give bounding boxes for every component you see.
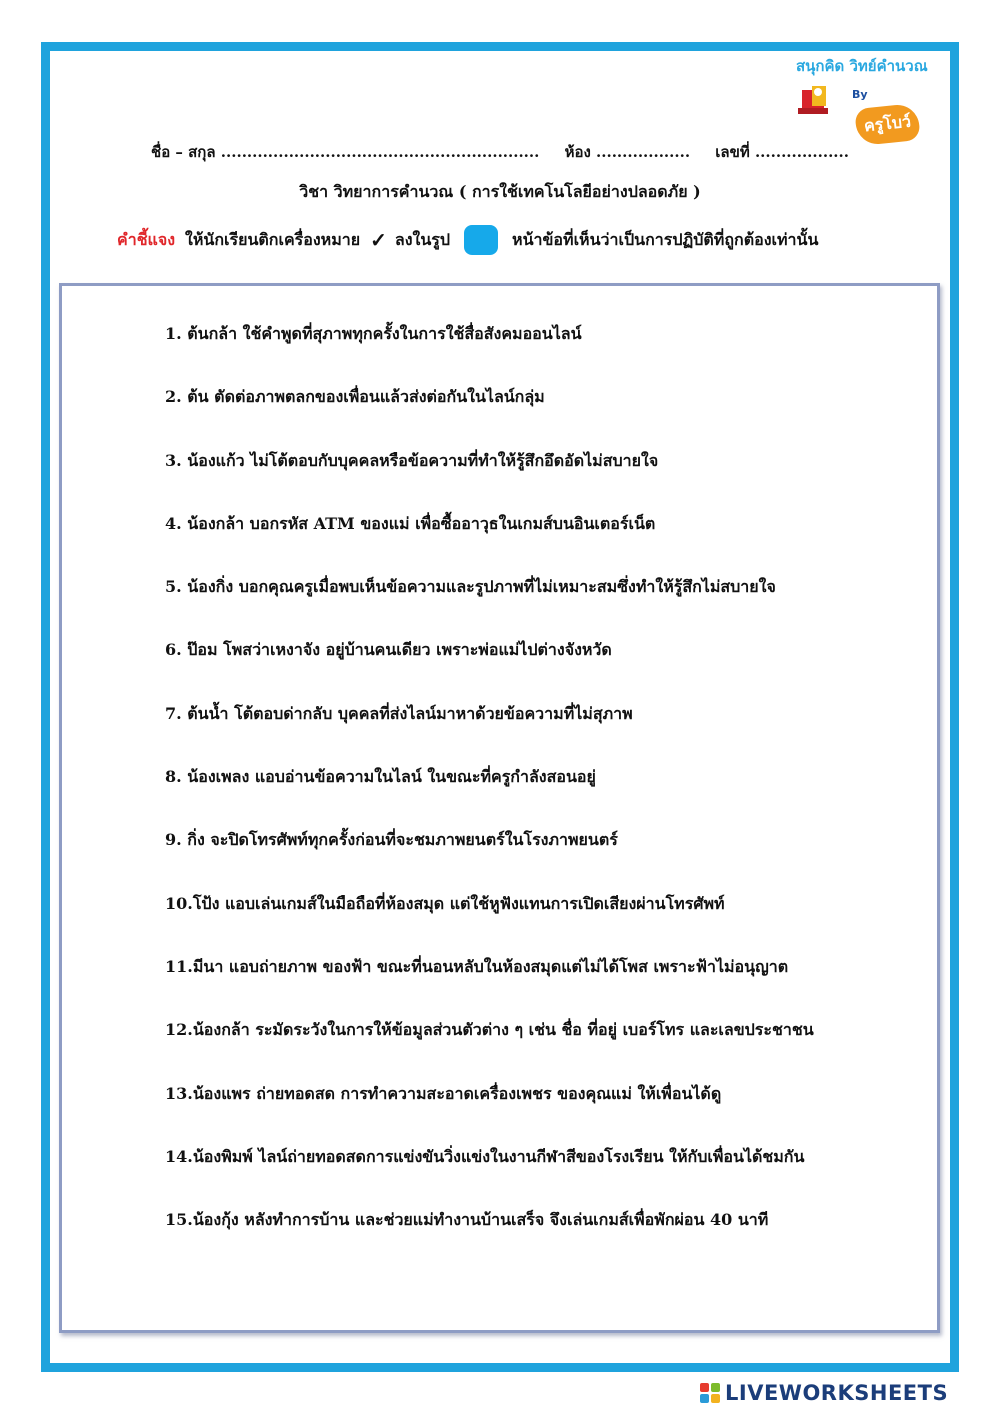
name-field-label[interactable]: ชื่อ – สกุล ............................................................. [151, 143, 540, 161]
room-field-label[interactable]: ห้อง .................. [564, 143, 691, 161]
instruction-label: คำชี้แจง [117, 229, 176, 249]
question-item: 5. น้องกิ่ง บอกคุณครูเมื่อพบเห็นข้อความและรูปภาพที่ไม่เหมาะสมซึ่งทำให้รู้สึกไม่สบายใจ [165, 577, 776, 597]
logo-teacher-text: ครูโบว์ [854, 103, 921, 146]
question-item: 7. ต้นน้ำ โต้ตอบด่ากลับ บุคคลที่ส่งไลน์มาหาด้วยข้อความที่ไม่สุภาพ [165, 703, 633, 723]
question-item: 1. ต้นกล้า ใช้คำพูดที่สุภาพทุกครั้งในการใช้สื่อสังคมออนไลน์ [165, 324, 582, 343]
subject-title: วิชา วิทยาการคำนวณ ( การใช้เทคโนโลยีอย่างปลอดภัย ) [299, 182, 701, 201]
question-item: 2. ต้น ตัดต่อภาพตลกของเพื่อนแล้วส่งต่อกันในไลน์กลุ่ม [165, 387, 545, 407]
student-info-line [0, 140, 1000, 164]
question-item: 13.น้องแพร ถ่ายทอดสด การทำความสะอาดเครื่องเพชร ของคุณแม่ ให้เพื่อนได้ดู [165, 1083, 722, 1103]
instruction-text-middle: ลงในรูป [394, 229, 451, 249]
question-item: 6. ป๊อม โพสว่าเหงาจัง อยู่บ้านคนเดียว เพราะพ่อแม่ไปต่างจังหวัด [165, 640, 612, 660]
liveworksheets-icon [700, 1383, 720, 1403]
question-item: 15.น้องกุ้ง หลังทำการบ้าน และช่วยแม่ทำงานบ้านเสร็จ จึงเล่นเกมส์เพื่อพักผ่อน 40 นาที [165, 1210, 769, 1230]
question-item: 9. กิ่ง จะปิดโทรศัพท์ทุกครั้งก่อนที่จะชมภาพยนตร์ในโรงภาพยนตร์ [165, 830, 618, 850]
question-item: 8. น้องเพลง แอบอ่านข้อความในไลน์ ในขณะที่ครูกำลังสอนอยู่ [165, 767, 596, 787]
question-item: 14.น้องพิมพ์ ไลน์ถ่ายทอดสดการแข่งขันวิ่งแข่งในงานกีฬาสีของโรงเรียน ให้กับเพื่อนได้ชมกัน [165, 1146, 805, 1166]
instruction [117, 225, 818, 255]
instruction-text-after: หน้าข้อที่เห็นว่าเป็นการปฏิบัติที่ถูกต้องเท่านั้น [512, 229, 819, 249]
question-item: 11.มีนา แอบถ่ายภาพ ของฟ้า ขณะที่นอนหลับในห้องสมุดแต่ไม่ได้โพส เพราะฟ้าไม่อนุญาต [165, 956, 789, 976]
question-item: 3. น้องแก้ว ไม่โต้ตอบกับบุคคลหรือข้อความที่ทำให้รู้สึกอึดอัดไม่สบายใจ [165, 450, 659, 470]
instruction-text-before: ให้นักเรียนติกเครื่องหมาย [185, 229, 361, 249]
logo-brand-text: สนุกคิด วิทย์คำนวณ [796, 57, 928, 75]
check-icon: ✓ [370, 228, 387, 252]
answer-box-sample [464, 225, 498, 255]
number-field-label[interactable]: เลขที่ .................. [715, 143, 849, 161]
liveworksheets-watermark[interactable] [700, 1378, 948, 1408]
logo-by-text: By [852, 88, 868, 101]
question-list [165, 322, 945, 1271]
question-item: 10.โป้ง แอบเล่นเกมส์ในมือถือที่ห้องสมุด แต่ใช้หูฟังแทนการเปิดเสียงผ่านโทรศัพท์ [165, 893, 725, 913]
question-item: 12.น้องกล้า ระมัดระวังในการให้ข้อมูลส่วนตัวต่าง ๆ เช่น ชื่อ ที่อยู่ เบอร์โทร และเลขประชาชน [165, 1020, 814, 1040]
watermark-text: LIVEWORKSHEETS [725, 1381, 949, 1405]
question-item: 4. น้องกล้า บอกรหัส ATM ของแม่ เพื่อซื้ออาวุธในเกมส์บนอินเตอร์เน็ต [165, 513, 656, 533]
lamp-icon [796, 80, 840, 120]
